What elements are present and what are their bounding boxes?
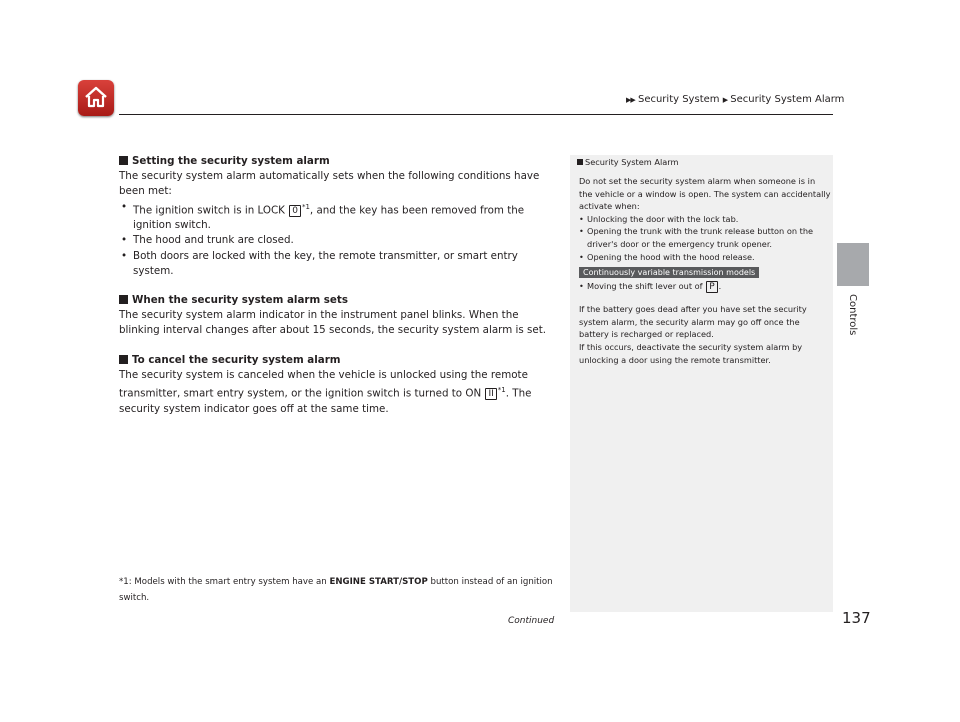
list-item: • The ignition switch is in LOCK 0 $^{*1}$, and the key has been removed from the ignition switch. <box>119 200 559 234</box>
square-bullet-icon <box>119 156 128 165</box>
square-bullet-icon <box>119 295 128 304</box>
section-heading: To cancel the security system alarm <box>119 353 559 368</box>
breadcrumb <box>626 94 844 105</box>
model-variant-band: Continuously variable transmission models <box>579 267 759 278</box>
sidebar-paragraph: Do not set the security system alarm when someone is in the vehicle or a window is open. The system can accidentally activate when: <box>579 176 831 212</box>
breadcrumb-current: Security System Alarm <box>730 94 845 105</box>
sidebar-list-item: • Unlocking the door with the lock tab. <box>579 213 831 226</box>
header-divider <box>119 114 833 115</box>
ignition-key-symbol: II <box>485 388 496 400</box>
section-heading: When the security system alarm sets <box>119 293 559 308</box>
ignition-key-symbol: 0 <box>289 205 301 217</box>
paragraph: The security system alarm automatically sets when the following conditions have been met: <box>119 170 540 198</box>
sidebar-paragraph: If the battery goes dead after you have set the security system alarm, the security alarm may go off once the battery is recharged or replaced. <box>579 304 807 340</box>
home-button[interactable] <box>78 80 114 116</box>
breadcrumb-arrow-icon: ▶▶ <box>626 96 635 104</box>
list-item: • Both doors are locked with the key, the remote transmitter, or smart entry system. <box>119 249 559 279</box>
reference-icon <box>577 159 583 165</box>
shift-position-symbol: P <box>706 281 717 293</box>
page-number: 137 <box>842 609 871 627</box>
continued-label: Continued <box>508 616 555 626</box>
sidebar-list-item: • Opening the trunk with the trunk release button on the driver's door or the emergency trunk opener. <box>579 225 831 250</box>
section-heading: Setting the security system alarm <box>119 154 559 169</box>
breadcrumb-link-security-system[interactable]: Security System <box>637 94 720 105</box>
list-item: • The hood and trunk are closed. <box>119 233 559 248</box>
paragraph: The security system alarm indicator in the instrument panel blinks. When the blinking interval changes after about 15 seconds, the security system alarm is set. <box>119 309 547 337</box>
breadcrumb-arrow-icon: ▶ <box>722 96 728 104</box>
sidebar-content <box>579 175 831 366</box>
footnote: *1: Models with the smart entry system have an ENGINE START/STOP button instead of an ignition switch. <box>119 577 553 603</box>
chapter-tab[interactable] <box>837 243 869 286</box>
square-bullet-icon <box>119 355 128 364</box>
sidebar-title: Security System Alarm <box>577 157 678 167</box>
sidebar-list-item: • Moving the shift lever out of P . <box>579 280 831 293</box>
main-content <box>119 154 559 417</box>
paragraph: The security system is canceled when the vehicle is unlocked using the remote transmitter, smart entry system, or the ignition switch is turned to ON II $^{*1}$. The security system indicator goes off at the same time. <box>119 368 532 415</box>
home-icon <box>84 85 108 109</box>
sidebar-paragraph: If this occurs, deactivate the security system alarm by unlocking a door using the remote transmitter. <box>579 341 803 365</box>
sidebar-list-item: • Opening the hood with the hood release. <box>579 251 831 264</box>
chapter-label: Controls <box>847 294 858 336</box>
